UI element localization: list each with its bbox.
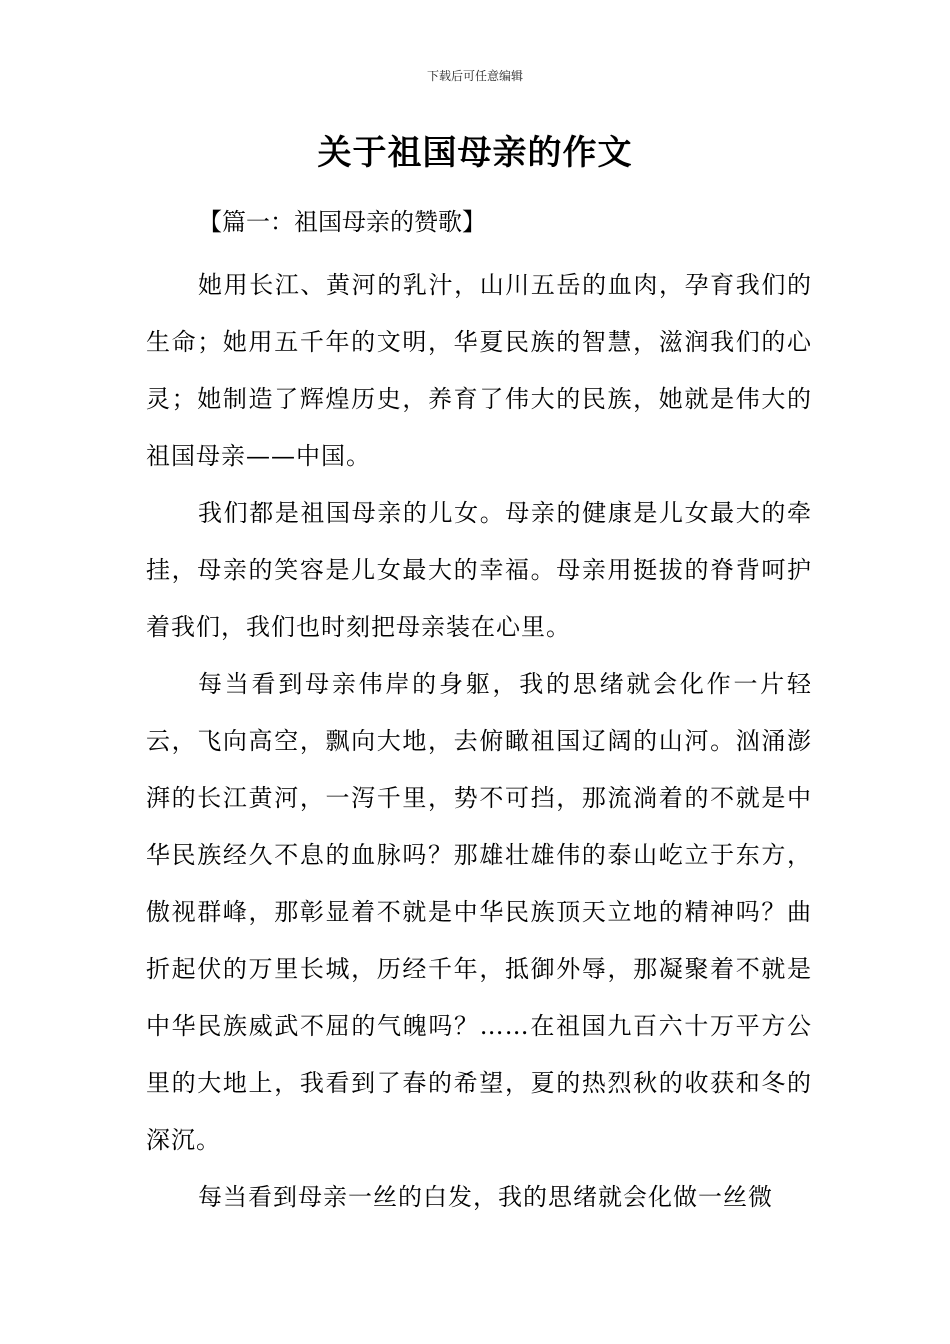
paragraph-3: 每当看到母亲伟岸的身躯，我的思绪就会化作一片轻云，飞向高空，飘向大地，去俯瞰祖国辽阔的山河。汹涌澎湃的长江黄河，一泻千里，势不可挡，那流淌着的不就是中华民族经久不息的血脉吗？那雄壮雄伟的泰山屹立于东方，傲视群峰，那彰显着不就是中华民族顶天立地的精神吗？曲折起伏的万里长城，历经千年，抵御外辱，那凝聚着不就是中华民族威武不屈的气魄吗？……在祖国九百六十万平方公里的大地上，我看到了春的希望，夏的热烈秋的收获和冬的深沉。: [146, 670, 812, 1154]
document-title: 关于祖国母亲的作文: [317, 133, 633, 173]
paragraph-1: 她用长江、黄河的乳汁，山川五岳的血肉，孕育我们的生命；她用五千年的文明，华夏民族的智慧，滋润我们的心灵；她制造了辉煌历史，养育了伟大的民族，她就是伟大的祖国母亲——中国。: [146, 271, 812, 470]
section-heading: 【篇一：祖国母亲的赞歌】: [198, 208, 486, 236]
paragraph-4: 每当看到母亲一丝的白发，我的思绪就会化做一丝微: [198, 1183, 773, 1211]
paragraph-2: 我们都是祖国母亲的儿女。母亲的健康是儿女最大的牵挂，母亲的笑容是儿女最大的幸福。母亲用挺拔的脊背呵护着我们，我们也时刻把母亲装在心里。: [146, 499, 812, 641]
body-text: [146, 257, 812, 1226]
header-note: 下载后可任意编辑: [426, 69, 523, 83]
